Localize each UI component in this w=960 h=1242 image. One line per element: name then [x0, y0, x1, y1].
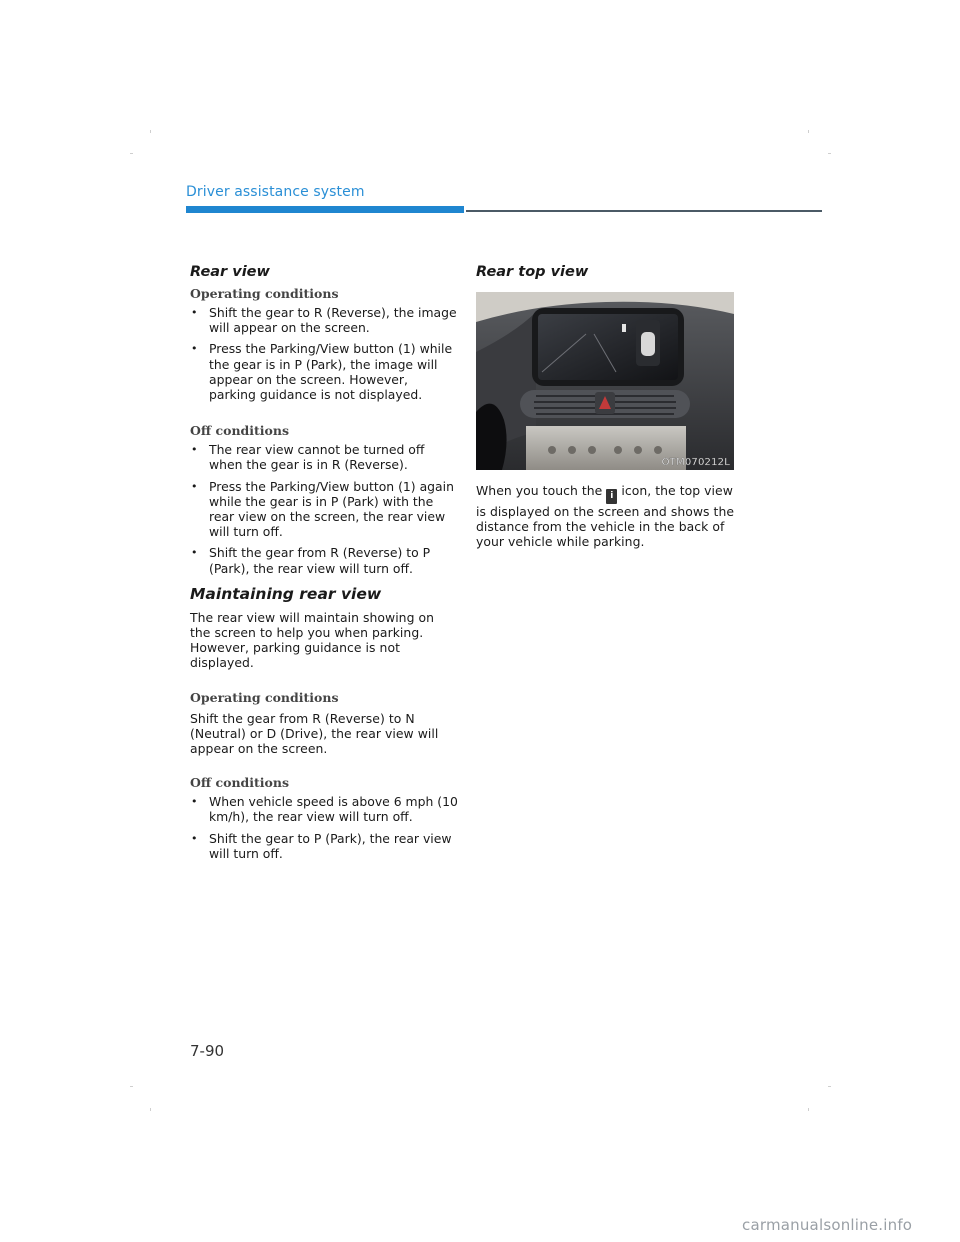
crop-mark [130, 1086, 133, 1087]
description-text-end: icon, the top view is displayed on the screen and shows the distance from the vehicle in the back of your vehicle while parking. [476, 483, 735, 550]
maintaining-rear-view-text: The rear view will maintain showing on the screen to help you when parking. However, parking guidance is not displayed. [190, 609, 435, 671]
rear-view-heading: Rear view [190, 264, 270, 280]
off-conditions-heading-2: Off conditions [190, 775, 290, 791]
operating-conditions-heading-2: Operating conditions [190, 689, 339, 705]
header-rule [466, 210, 822, 212]
list-item: • Shift the gear from R (Reverse) to P (Park), the rear view will turn off. [190, 545, 458, 575]
image-code: OTM070212L [661, 457, 730, 468]
list-item: • Shift the gear to R (Reverse), the image will appear on the screen. [190, 305, 458, 335]
list-item: • The rear view cannot be turned off when the gear is in R (Reverse). [190, 442, 458, 472]
rear-top-view-description [476, 483, 738, 550]
off-conditions-list [190, 442, 458, 576]
crop-mark [150, 130, 151, 133]
off-conditions-list-2 [190, 794, 458, 861]
list-item: • Press the Parking/View button (1) while the gear is in P (Park), the image will appear on the screen. However, parking guidance is not displayed. [190, 341, 458, 402]
list-item: • When vehicle speed is above 6 mph (10 km/h), the rear view will turn off. [190, 794, 458, 824]
left-column [190, 262, 458, 861]
dashboard-illustration [476, 292, 734, 470]
page-number: 7-90 [190, 1042, 225, 1060]
rear-top-view-heading: Rear top view [476, 264, 589, 280]
crop-mark [808, 1108, 809, 1111]
list-item: • Shift the gear to P (Park), the rear view will turn off. [190, 831, 458, 861]
crop-mark [150, 1108, 151, 1111]
off-conditions-heading: Off conditions [190, 423, 290, 439]
watermark: carmanualsonline.info [742, 1216, 913, 1234]
crop-mark [130, 153, 133, 154]
dashboard-photo [476, 292, 734, 470]
crop-mark [828, 1086, 831, 1087]
right-column [476, 262, 738, 550]
maintaining-rear-view-heading: Maintaining rear view [190, 584, 382, 603]
crop-mark [808, 130, 809, 133]
list-item: • Press the Parking/View button (1) again while the gear is in P (Park) with the rear view on the screen, the rear view will turn off. [190, 479, 458, 540]
operating-conditions-text: Shift the gear from R (Reverse) to N (Neutral) or D (Drive), the rear view will appear on the screen. [190, 710, 439, 757]
operating-conditions-list [190, 305, 458, 402]
header-rule-accent [186, 206, 464, 213]
operating-conditions-heading: Operating conditions [190, 286, 339, 301]
top-view-icon: i [606, 489, 617, 504]
section-title: Driver assistance system [186, 184, 365, 200]
description-text-start: When you touch the [476, 483, 603, 498]
crop-mark [828, 153, 831, 154]
